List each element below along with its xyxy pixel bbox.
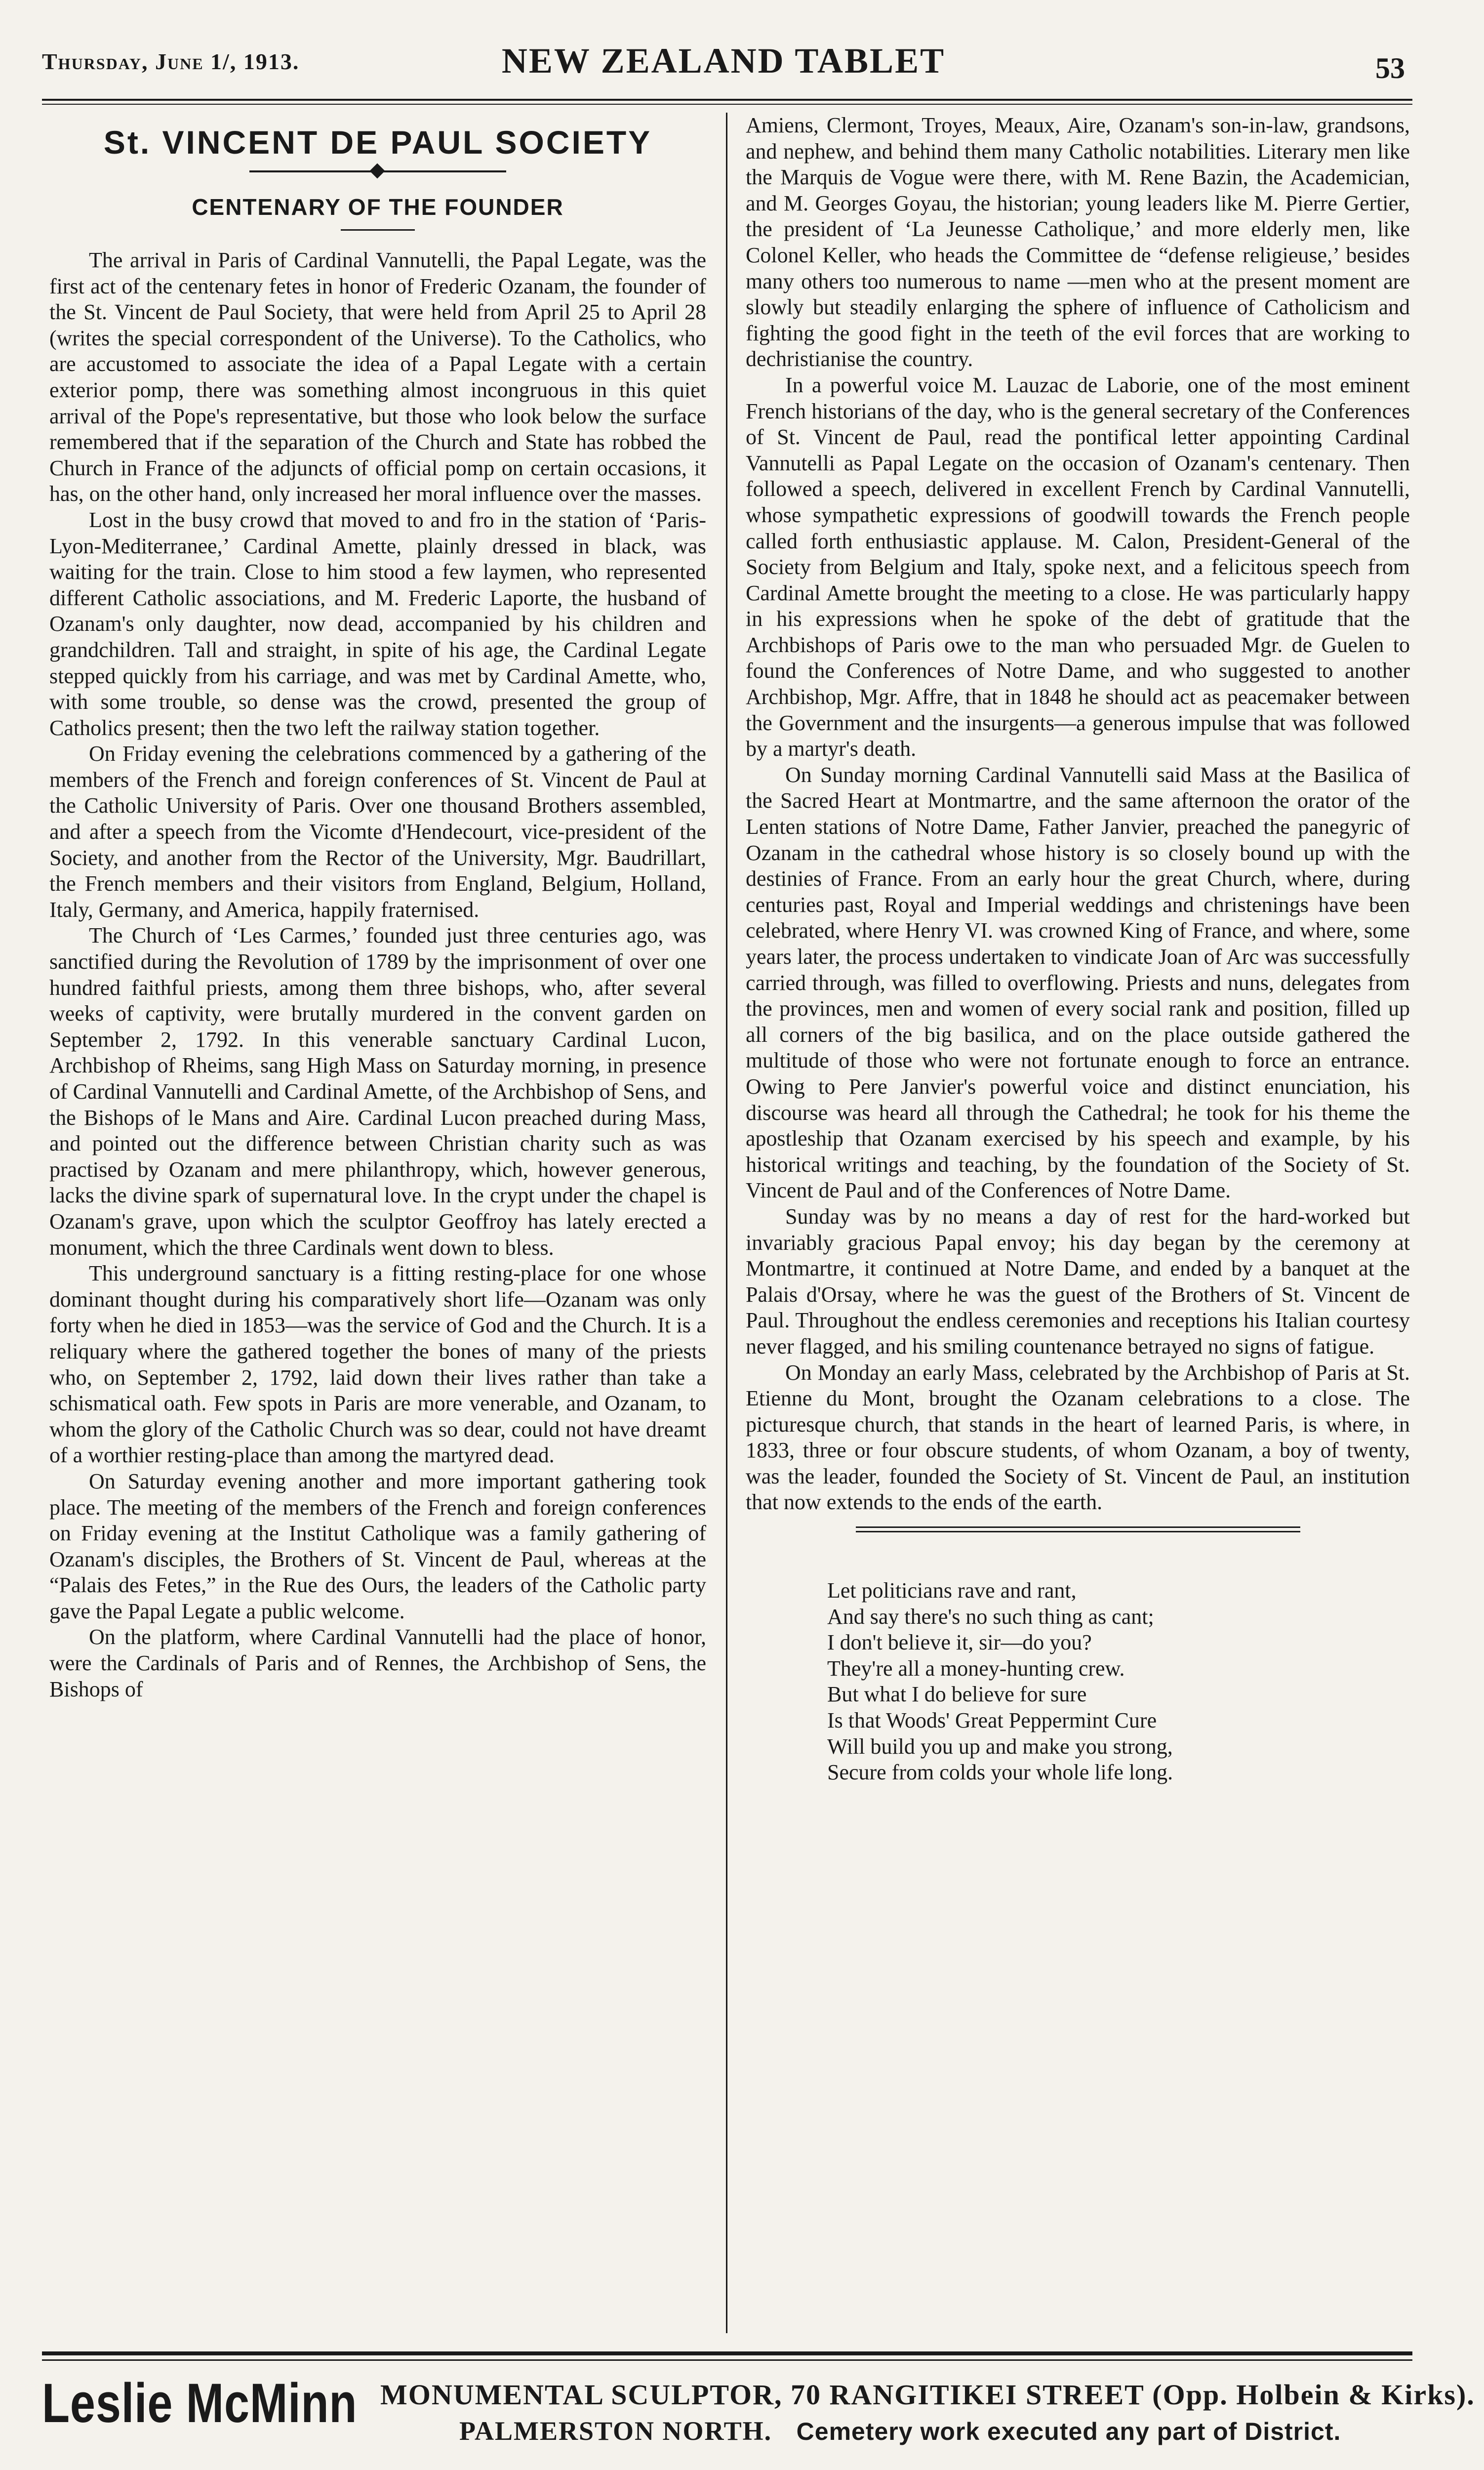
title-ornament bbox=[249, 164, 506, 179]
article-paragraph: On Saturday evening another and more important gathering took place. The meeting of the members of the French and foreign conferences on Friday evening at the Institut Catholique was a family gathering of Ozanam's disciples, the Brothers of St. Vincent de Paul, whereas at the “Palais des Fetes,” in the Rue des Ours, the leaders of the Catholic party gave the Papal Legate a public welcome. bbox=[49, 1469, 706, 1623]
article-end-rule bbox=[856, 1526, 1300, 1532]
article-paragraph: The Church of ‘Les Carmes,’ founded just three centuries ago, was sanctified during the Revolution of 1789 by the imprisonment of over one hundred faithful priests, among them three bishops, who, after several weeks of captivity, were brutally murdered in the convent garden on September 2, 1792. In this venerable sanctuary Cardinal Lucon, Archbishop of Rheims, sang High Mass on Saturday morning, in presence of Cardinal Vannutelli and Cardinal Amette, of the Archbishop of Sens, and the Bishops of le Mans and Aire. Cardinal Lucon preached during Mass, and pointed out the difference between Christian charity such as was practised by Ozanam and mere philanthropy, which, however generous, lacks the divine spark of supernatural love. In the crypt under the chapel is Ozanam's grave, upon which the sculptor Geoffroy has lately erected a monument, which the three Cardinals went down to bless. bbox=[49, 923, 706, 1260]
subtitle-rule bbox=[341, 229, 415, 231]
masthead-title: NEW ZEALAND TABLET bbox=[501, 41, 946, 81]
poem-line: Is that Woods' Great Peppermint Cure bbox=[827, 1708, 1157, 1733]
article-paragraph: On Monday an early Mass, celebrated by the Archbishop of Paris at St. Etienne du Mont, brought the Ozanam celebrations to a close. The picturesque church, that stands in the heart of learned Paris, is where, in 1833, three or four obscure students, of whom Ozanam, a boy of twenty, was the leader, founded the Society of St. Vincent de Paul, an institution that now extends to the ends of the earth. bbox=[746, 1360, 1410, 1515]
article-paragraph: On Friday evening the celebrations commenced by a gathering of the members of the French and foreign conferences of St. Vincent de Paul at the Catholic University of Paris. Over one thousand Brothers assembled, and after a speech from the Vicomte d'Hendecourt, vice-president of the Society, and another from the Rector of the University, Mgr. Baudrillart, the French members and their visitors from England, Belgium, Holland, Italy, Germany, and America, happily fraternised. bbox=[49, 741, 706, 922]
article-paragraph: This underground sanctuary is a fitting resting-place for one whose dominant thought during his comparatively short life—Ozanam was only forty when he died in 1853—was the service of God and the Church. It is a reliquary where the gathered together the bones of many of the priests who, on September 2, 1792, laid down their lives rather than take a schismatical oath. Few spots in Paris are more venerable, and Ozanam, to whom the glory of the Catholic Church was so dear, could not have dreamt of a worthier resting-place than among the martyred dead. bbox=[49, 1261, 706, 1468]
advertisement-note: Cemetery work executed any part of District. bbox=[796, 2418, 1341, 2445]
advertisement-line-2 bbox=[459, 2416, 1341, 2446]
poem-line: And say there's no such thing as cant; bbox=[827, 1604, 1154, 1629]
article-title: St. VINCENT DE PAUL SOCIETY bbox=[103, 124, 652, 161]
header-rule-thin bbox=[42, 104, 1412, 105]
header-rule bbox=[42, 99, 1412, 101]
page-header bbox=[42, 39, 1405, 93]
issue-date: Thursday, June 1/, 1913. bbox=[42, 49, 300, 74]
poem-line: But what I do believe for sure bbox=[827, 1682, 1087, 1707]
poem-line: Secure from colds your whole life long. bbox=[827, 1760, 1173, 1785]
poem-line: I don't believe it, sir—do you? bbox=[827, 1630, 1092, 1655]
poem-line: Let politicians rave and rant, bbox=[827, 1578, 1077, 1603]
article-paragraph: Sunday was by no means a day of rest for the hard-worked but invariably gracious Papal envoy; his day began by the ceremony at Montmartre, it continued at Notre Dame, and ended by a banquet at the Palais d'Orsay, where he was the guest of the Brothers of St. Vincent de Paul. Throughout the endless ceremonies and receptions his Italian courtesy never flagged, and his smiling countenance betrayed no signs of fatigue. bbox=[746, 1204, 1410, 1358]
article-paragraph: In a powerful voice M. Lauzac de Laborie, one of the most eminent French historians of the day, who is the general secretary of the Conferences of St. Vincent de Paul, read the pontifical letter appointing Cardinal Vannutelli as Papal Legate on the occasion of Ozanam's centenary. Then followed a speech, delivered in excellent French by Cardinal Vannutelli, whose sympathetic expressions of goodwill towards the French people called forth enthusiastic applause. M. Calon, President-General of the Society from Belgium and Italy, spoke next, and a felicitous speech from Cardinal Amette brought the meeting to a close. He was particularly happy in his expressions when he spoke of the debt of gratitude that the Archbishops of Paris owe to the man who persuaded Mgr. de Guelen to found the Conferences of Notre Dame, and who suggested to another Archbishop, Mgr. Affre, that in 1848 he should act as peacemaker between the Government and the insurgents—a generous impulse that was followed by a martyr's death. bbox=[746, 372, 1410, 761]
article-paragraph: On the platform, where Cardinal Vannutelli had the place of honor, were the Cardinals of Paris and of Rennes, the Archbishop of Sens, the Bishops of bbox=[49, 1625, 706, 1701]
article-paragraph: Amiens, Clermont, Troyes, Meaux, Aire, Ozanam's son-in-law, grandsons, and nephew, and behind them many Catholic notabilities. Literary men like the Marquis de Vogue were there, with M. Rene Bazin, the Academician, and M. Georges Goyau, the historian; young leaders like M. Pierre Gertier, the president of ‘La Jeunesse Catholique,’ and more elderly men, like Colonel Keller, who heads the Committee de “defense religieuse,’ besides many others too numerous to name —men who at the present moment are slowly but steadily enlarging the sphere of influence of Catholicism and fighting the good fight in the teeth of the evil forces that are working to dechristianise the country. bbox=[746, 113, 1410, 371]
advertisement-rule bbox=[42, 2351, 1412, 2355]
article-paragraph: On Sunday morning Cardinal Vannutelli said Mass at the Basilica of the Sacred Heart at Montmartre, and the same afternoon the orator of the Lenten stations of Notre Dame, Father Janvier, preached the panegyric of Ozanam in the cathedral whose history is so closely bound up with the destinies of France. From an early hour the great Church, where, during centuries past, Royal and Imperial weddings and christenings have been celebrated, where Henry VI. was crowned King of France, and where, some years later, the process undertaken to vindicate Joan of Arc was successfully carried through, was filled to overflowing. Priests and nuns, delegates from the provinces, men and women of every social rank and position, filled up all corners of the big basilica, and on the place outside gathered the multitude of those who were not fortunate enough to force an entrance. Owing to Pere Janvier's powerful voice and distinct enunciation, his discourse was heard all through the Cathedral; he took for his theme the apostleship that Ozanam exercised by his speech and example, by his historical writings and teaching, by the foundation of the Society of St. Vincent de Paul and of the Conferences of Notre Dame. bbox=[746, 762, 1410, 1203]
advertisement-line-1: MONUMENTAL SCULPTOR, 70 RANGITIKEI STREET (Opp. Holbein & Kirks). bbox=[380, 2379, 1475, 2411]
left-column bbox=[49, 113, 706, 1702]
advertiser-name: Leslie McMinn bbox=[42, 2372, 358, 2434]
advertisement-rule-thin bbox=[42, 2359, 1412, 2361]
page-number: 53 bbox=[1375, 52, 1405, 84]
article-paragraph: The arrival in Paris of Cardinal Vannutelli, the Papal Legate, was the first act of the centenary fetes in honor of Frederic Ozanam, the founder of the St. Vincent de Paul Society, that were held from April 25 to April 28 (writes the special correspondent of the Universe). To the Catholics, who are accustomed to associate the idea of a Papal Legate with a certain exterior pomp, there was something almost incongruous in this quiet arrival of the Pope's representative, but those who look below the surface remembered that if the separation of the Church and State has robbed the Church in France of the adjuncts of official pomp on certain occasions, it has, on the other hand, only increased her moral influence over the masses. bbox=[49, 248, 706, 506]
poem-line: Will build you up and make you strong, bbox=[827, 1734, 1173, 1759]
right-column bbox=[746, 113, 1410, 1786]
poem bbox=[827, 1578, 1410, 1786]
advertisement-town: PALMERSTON NORTH. bbox=[459, 2416, 772, 2446]
article-paragraph: Lost in the busy crowd that moved to and fro in the station of ‘Paris-Lyon-Mediterranee,’ Cardinal Amette, plainly dressed in black, was waiting for the train. Close to him stood a few laymen, who represented different Catholic associations, and M. Frederic Laporte, the husband of Ozanam's only daughter, now dead, accompanied by his children and grandchildren. Tall and straight, in spite of his age, the Cardinal Legate stepped quickly from his carriage, and was met by Cardinal Amette, who, with some trouble, so dense was the crowd, presented the group of Catholics present; then the two left the railway station together. bbox=[49, 507, 706, 740]
poem-line: They're all a money-hunting crew. bbox=[827, 1656, 1125, 1681]
article-subtitle: CENTENARY OF THE FOUNDER bbox=[192, 194, 564, 220]
column-divider bbox=[726, 113, 727, 2333]
